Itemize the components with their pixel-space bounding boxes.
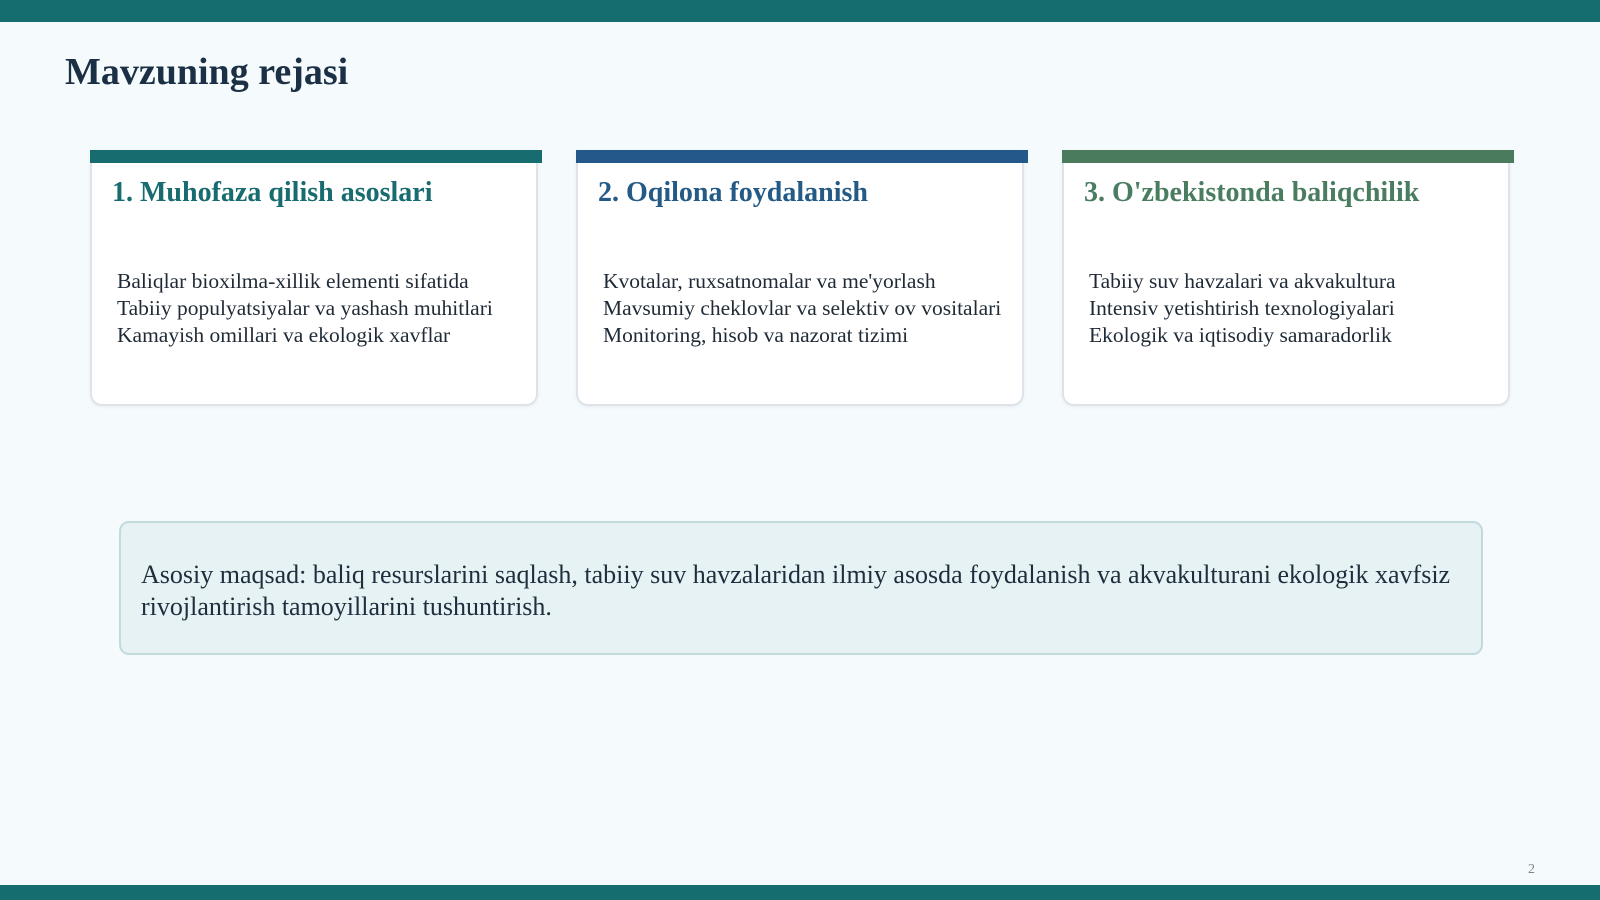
card-item-list: [603, 150, 1002, 404]
card-item-list: [1089, 150, 1488, 404]
card-oqilona: [576, 150, 1024, 406]
card-item-list: [117, 150, 516, 404]
card-item: Ekologik va iqtisodiy samaradorlik: [1089, 322, 1392, 347]
bottom-accent-bar: [0, 885, 1600, 900]
card-baliqchilik: [1062, 150, 1510, 406]
card-muhofaza: [90, 150, 538, 406]
card-item: Kamayish omillari va ekologik xavflar: [117, 322, 451, 347]
page-title: Mavzuning rejasi: [65, 51, 349, 93]
card-title: 2. Oqilona foydalanish: [598, 177, 868, 208]
card-item: Tabiiy populyatsiyalar va yashash muhitlari: [117, 295, 493, 320]
card-item: Intensiv yetishtirish texnologiyalari: [1089, 295, 1395, 320]
card-item: Baliqlar bioxilma-xillik elementi sifatida: [117, 268, 469, 293]
goal-summary-text: Asosiy maqsad: baliq resurslarini saqlash, tabiiy suv havzalaridan ilmiy asosda foydalanish va akvakulturani ekologik xavfsiz rivojlantirish tamoyillarini tushuntirish.: [141, 560, 1451, 621]
goal-summary-box: [119, 521, 1483, 655]
card-title: 1. Muhofaza qilish asoslari: [112, 177, 433, 208]
card-item: Mavsumiy cheklovlar va selektiv ov vositalari: [603, 295, 1002, 320]
top-accent-bar: [0, 0, 1600, 22]
card-item: Monitoring, hisob va nazorat tizimi: [603, 322, 909, 347]
card-item: Tabiiy suv havzalari va akvakultura: [1089, 268, 1396, 293]
card-item: Kvotalar, ruxsatnomalar va me'yorlash: [603, 268, 936, 293]
card-title: 3. O'zbekistonda baliqchilik: [1084, 177, 1420, 208]
page-number: 2: [1528, 862, 1535, 877]
